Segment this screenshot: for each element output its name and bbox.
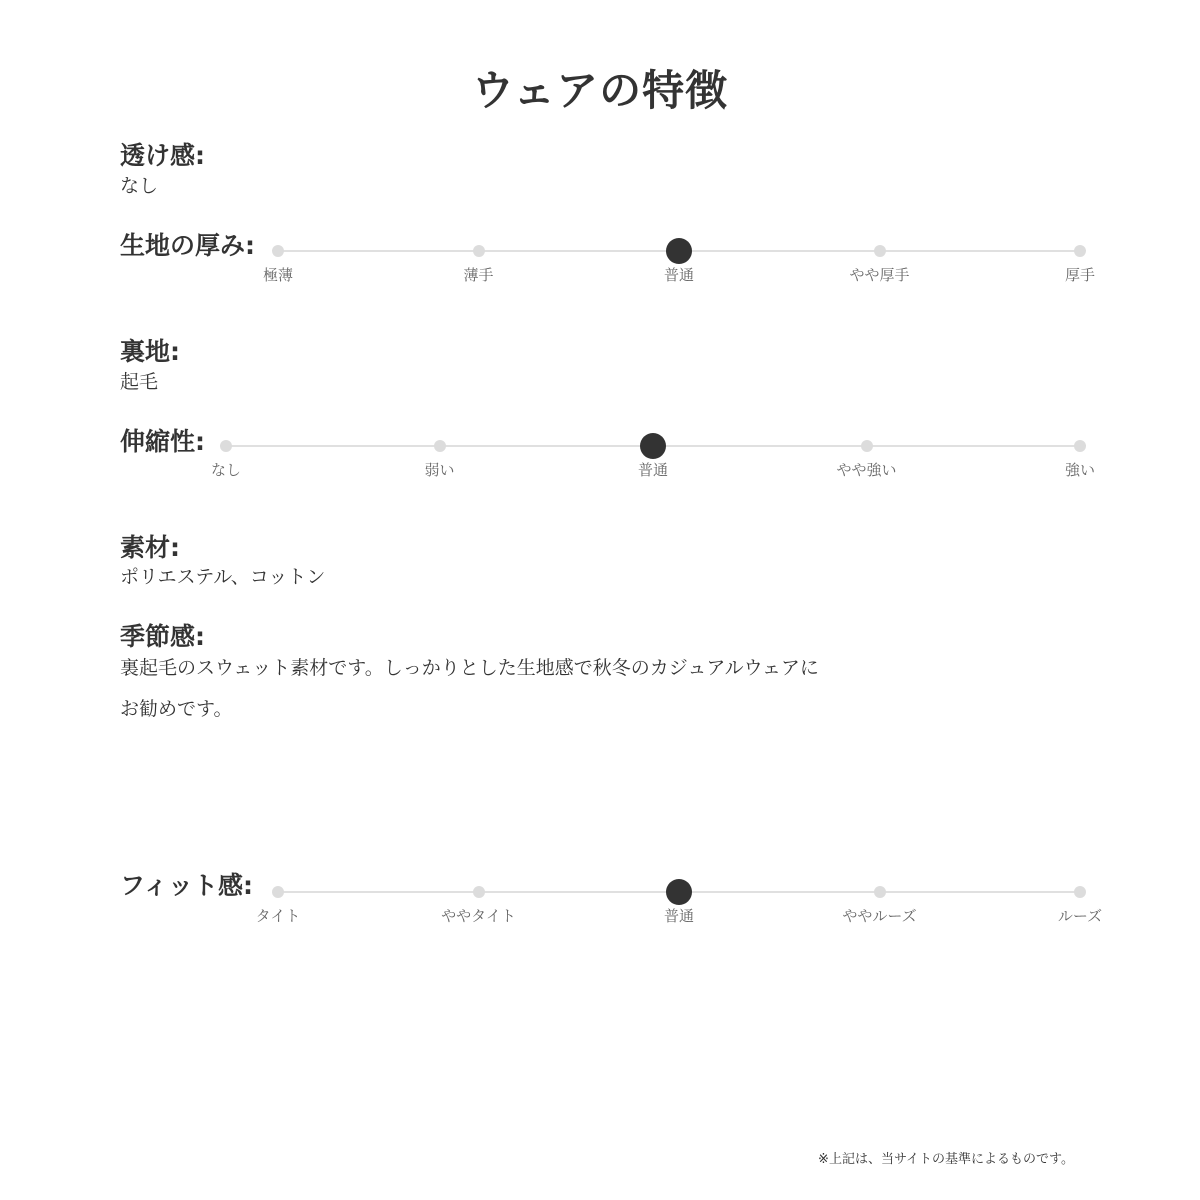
fit-scale-label: ルーズ [1057,907,1103,925]
fit-scale-dot [272,886,284,898]
thickness-scale-dot-selected [666,238,692,264]
sheerness-label: 透け感: [120,141,205,170]
lining-value: 起毛 [120,371,159,393]
stretch-scale-dot [434,440,446,452]
season-label: 季節感: [120,622,205,651]
fit-scale-dot [1074,886,1086,898]
stretch-scale-label: やや強い [836,461,897,479]
thickness-scale-label: やや厚手 [849,266,910,284]
stretch-scale-dot [861,440,873,452]
season-description [120,648,880,730]
thickness-scale-dot [874,245,886,257]
fit-scale-label: タイト [255,907,301,925]
fit-label: フィット感: [120,871,253,900]
thickness-scale-dot [272,245,284,257]
thickness-scale-label: 普通 [663,266,695,284]
page-title: ウェアの特徴 [471,66,729,115]
stretch-scale-dot-selected [640,433,666,459]
thickness-scale-dot [1074,245,1086,257]
footnote: ※上記は、当サイトの基準によるものです。 [818,1152,1074,1167]
thickness-label: 生地の厚み: [120,231,255,260]
lining-label: 裏地: [120,337,180,366]
fit-scale-dot [473,886,485,898]
stretch-scale-dot [220,440,232,452]
thickness-scale-dot [473,245,485,257]
material-label: 素材: [120,533,180,562]
stretch-label: 伸縮性: [120,427,205,456]
fit-scale-dot [874,886,886,898]
season-line-2: お勧めです。 [120,698,233,720]
fit-scale-label: 普通 [663,907,695,925]
thickness-scale-label: 薄手 [463,266,494,284]
stretch-scale-label: なし [210,461,242,479]
thickness-scale-label: 極薄 [262,266,294,284]
thickness-scale-label: 厚手 [1064,266,1096,284]
stretch-scale-label: 普通 [637,461,669,479]
fit-scale-dot-selected [666,879,692,905]
sheerness-value: なし [120,175,159,197]
fit-scale-label: ややタイト [441,907,516,925]
stretch-scale-label: 強い [1064,461,1096,479]
stretch-scale-label: 弱い [424,461,455,479]
material-value: ポリエステル、コットン [120,566,326,588]
fit-scale-label: ややルーズ [842,907,917,925]
stretch-scale-dot [1074,440,1086,452]
season-line-1: 裏起毛のスウェット素材です。しっかりとした生地感で秋冬のカジュアルウェアに [120,657,819,679]
